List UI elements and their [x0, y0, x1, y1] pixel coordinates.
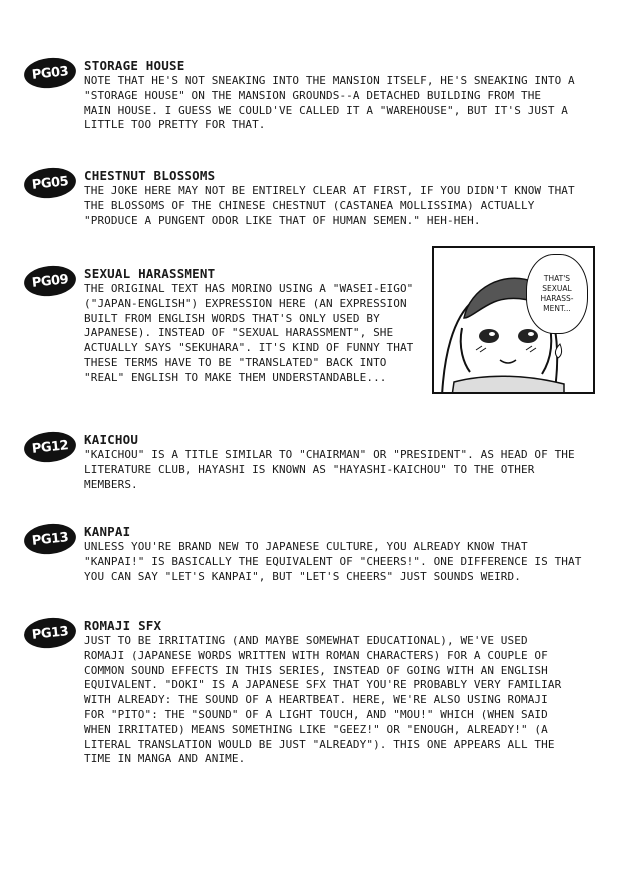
note-line: WHEN IRRITATED) MEANS SOMETHING LIKE "GEEZ!" OR "ENOUGH, ALREADY!" (A	[84, 722, 548, 736]
note-line: MEMBERS.	[84, 477, 138, 491]
note-line: "KAICHOU" IS A TITLE SIMILAR TO "CHAIRMAN" OR "PRESIDENT". AS HEAD OF THE	[84, 448, 575, 461]
note-title: ROMAJI SFX	[84, 618, 162, 633]
bubble-line: HARASS-	[540, 294, 574, 303]
note-line: "REAL" ENGLISH TO MAKE THEM UNDERSTANDABLE...	[84, 370, 387, 384]
note-body	[84, 448, 575, 492]
page-badge: PG13	[23, 521, 78, 556]
manga-panel-illustration	[432, 246, 595, 394]
note-title: KAICHOU	[84, 432, 139, 447]
page-badge: PG09	[23, 263, 78, 298]
note-body	[84, 540, 581, 584]
note-line: TIME IN MANGA AND ANIME.	[84, 752, 246, 766]
note-body	[84, 634, 561, 767]
note-line: THE JOKE HERE MAY NOT BE ENTIRELY CLEAR AT FIRST, IF YOU DIDN'T KNOW THAT	[84, 184, 575, 197]
note-line: ("JAPAN-ENGLISH") EXPRESSION HERE (AN EXPRESSION	[84, 296, 407, 310]
note-line: LITERATURE CLUB, HAYASHI IS KNOWN AS "HAYASHI-KAICHOU" TO THE OTHER	[84, 462, 535, 476]
bubble-line: THAT'S	[543, 274, 571, 283]
note-line: EQUIVALENT. "DOKI" IS A JAPANESE SFX THAT YOU'RE PROBABLY VERY FAMILIAR	[84, 678, 562, 692]
note-line: LITERAL TRANSLATION WOULD BE JUST "ALREADY"). THIS ONE APPEARS ALL THE	[84, 737, 555, 751]
page-badge: PG12	[23, 429, 78, 464]
note-line: "PRODUCE A PUNGENT ODOR LIKE THAT OF HUMAN SEMEN." HEH-HEH.	[84, 213, 481, 227]
note-line: BUILT FROM ENGLISH WORDS THAT'S ONLY USED BY	[84, 311, 380, 325]
note-line: YOU CAN SAY "LET'S KANPAI", BUT "LET'S CHEERS" JUST SOUNDS WEIRD.	[84, 569, 521, 583]
note-line: FOR "PITO": THE "SOUND" OF A LIGHT TOUCH, AND "MOU!" WHICH (WHEN SAID	[84, 707, 548, 721]
note-title: CHESTNUT BLOSSOMS	[84, 168, 216, 183]
note-line: COMMON SOUND EFFECTS IN THIS SERIES, INSTEAD OF GOING WITH AN ENGLISH	[84, 663, 548, 677]
page-badge: PG05	[23, 165, 78, 200]
bubble-line: SEXUAL	[542, 284, 572, 293]
page-badge: PG13	[23, 615, 78, 650]
note-line: THE ORIGINAL TEXT HAS MORINO USING A "WASEI-EIGO"	[84, 282, 414, 295]
note-line: ROMAJI (JAPANESE WORDS WRITTEN WITH ROMAN CHARACTERS) FOR A COUPLE OF	[84, 648, 548, 662]
speech-bubble	[526, 254, 588, 334]
note-line: THESE TERMS HAVE TO BE "TRANSLATED" BACK INTO	[84, 355, 387, 369]
note-line: ACTUALLY SAYS "SEKUHARA". IT'S KIND OF FUNNY THAT	[84, 341, 414, 355]
note-body	[84, 282, 413, 386]
note-line: LITTLE TOO PRETTY FOR THAT.	[84, 118, 266, 132]
note-title: STORAGE HOUSE	[84, 58, 185, 73]
note-line: NOTE THAT HE'S NOT SNEAKING INTO THE MANSION ITSELF, HE'S SNEAKING INTO A	[84, 74, 575, 87]
note-title: SEXUAL HARASSMENT	[84, 266, 216, 281]
note-line: WITH ALREADY: THE SOUND OF A HEARTBEAT. HERE, WE'RE ALSO USING ROMAJI	[84, 693, 548, 707]
note-body	[84, 184, 575, 228]
note-line: MAIN HOUSE. I GUESS WE COULD'VE CALLED IT A "WAREHOUSE", BUT IT'S JUST A	[84, 103, 569, 117]
note-line: THE BLOSSOMS OF THE CHINESE CHESTNUT (CASTANEA MOLLISSIMA) ACTUALLY	[84, 198, 535, 212]
note-line: UNLESS YOU'RE BRAND NEW TO JAPANESE CULTURE, YOU ALREADY KNOW THAT	[84, 540, 528, 553]
note-line: "KANPAI!" IS BASICALLY THE EQUIVALENT OF "CHEERS!". ONE DIFFERENCE IS THAT	[84, 554, 582, 568]
note-body	[84, 74, 575, 133]
note-line: "STORAGE HOUSE" ON THE MANSION GROUNDS--A DETACHED BUILDING FROM THE	[84, 88, 542, 102]
note-title: KANPAI	[84, 524, 131, 539]
note-line: JUST TO BE IRRITATING (AND MAYBE SOMEWHAT EDUCATIONAL), WE'VE USED	[84, 634, 528, 647]
note-line: JAPANESE). INSTEAD OF "SEXUAL HARASSMENT", SHE	[84, 326, 394, 340]
page-badge: PG03	[23, 55, 78, 90]
bubble-line: MENT...	[543, 304, 571, 313]
